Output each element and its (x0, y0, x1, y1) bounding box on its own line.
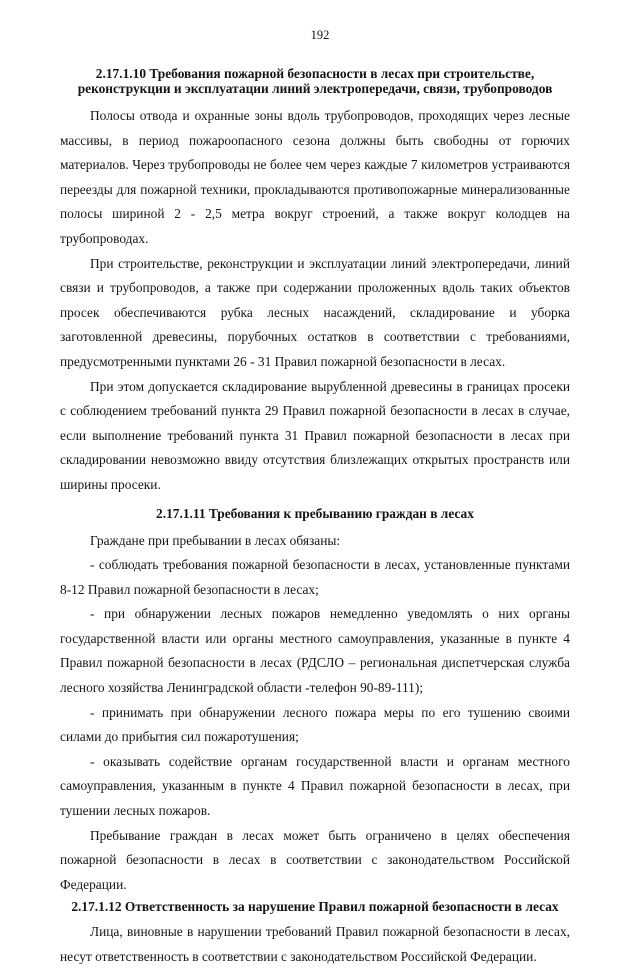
list-item: - соблюдать требования пожарной безопасности в лесах, установленные пунктами 8-12 Правил пожарной безопасности в лесах; (60, 557, 570, 597)
paragraph: Полосы отвода и охранные зоны вдоль трубопроводов, проходящих через лесные массивы, в период пожароопасного сезона должны быть свободны от горючих материалов. Через трубопроводы не более чем через каждые 7 километров устраиваются переезды для пожарной техники, прокладываются противопожарные минерализованные полосы шириной 2 - 2,5 метра вокруг строений, а также вокруг колодцев на трубопроводах. (60, 108, 570, 246)
section-heading: 2.17.1.12 Ответственность за нарушение Правил пожарной безопасности в лесах (71, 899, 559, 915)
paragraph: Граждане при пребывании в лесах обязаны: (90, 532, 341, 548)
page-content (60, 66, 570, 970)
section-heading: 2.17.1.10 Требования пожарной безопасности в лесах при строительстве, реконструкции и эксплуатации линий электропередачи, связи, трубопроводов (77, 66, 553, 96)
list-item: - при обнаружении лесных пожаров немедленно уведомлять о них органы государственной власти или органы местного самоуправления, указанные в пункте 4 Правил пожарной безопасности в лесах (РДСЛО – региональная диспетчерская служба лесного хозяйства Ленинградской области -телефон 90-89-111); (60, 606, 570, 696)
list-item: - принимать при обнаружении лесного пожара меры по его тушению своими силами до прибытия сил пожаротушения; (60, 704, 570, 745)
list-item: - оказывать содействие органам государственной власти и органам местного самоуправления, указанным в пункте 4 Правил пожарной безопасности в лесах, при тушении лесных пожаров. (60, 753, 570, 819)
paragraph: Лица, виновные в нарушении требований Правил пожарной безопасности в лесах, несут ответственность в соответствии с законодательством Российской Федерации. (60, 924, 570, 964)
section-2-17-1-11 (60, 502, 570, 898)
section-heading: 2.17.1.11 Требования к пребыванию граждан в лесах (156, 505, 474, 521)
section-2-17-1-12 (60, 899, 570, 969)
section-2-17-1-10 (60, 66, 570, 498)
paragraph: Пребывание граждан в лесах может быть ограничено в целях обеспечения пожарной безопасности в лесах в соответствии с законодательством Российской Федерации. (60, 827, 570, 892)
paragraph: При строительстве, реконструкции и эксплуатации линий электропередачи, линий связи и трубопроводов, а также при содержании проложенных вдоль таких объектов просек обеспечиваются рубка лесных насаждений, складирование и уборка заготовленной древесины, порубочных остатков в соответствии с требованиями, предусмотренными пунктами 26 - 31 Правил пожарной безопасности в лесах. (60, 255, 570, 369)
paragraph: При этом допускается складирование вырубленной древесины в границах просеки с соблюдением требований пункта 29 Правил пожарной безопасности в лесах в случае, если выполнение требований пункта 31 Правил пожарной безопасности в лесах при складировании невозможно ввиду отсутствия близлежащих открытых пространств или ширины просеки. (60, 378, 570, 492)
page-number: 192 (310, 28, 330, 42)
